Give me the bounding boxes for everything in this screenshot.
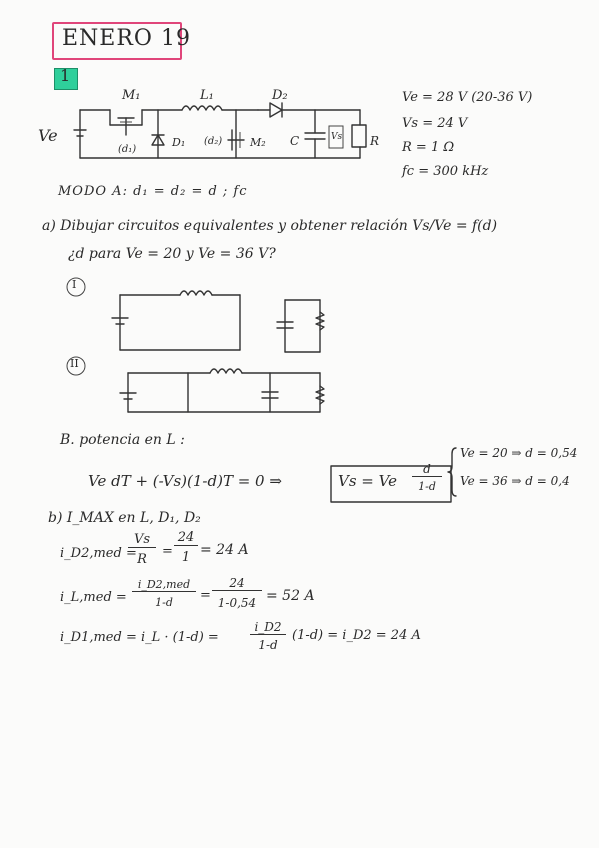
question-a-line1: a) Dibujar circuitos equivalentes y obtener relación Vs/Ve = f(d)	[42, 218, 498, 234]
balance-heading: B. potencia en L :	[60, 432, 185, 448]
case-ve-36: Ve = 36 ⇒ d = 0,4	[460, 474, 570, 488]
page-title: ENERO 19	[62, 26, 191, 51]
eq3-num: i_D2	[250, 620, 286, 635]
eq1-den1: R	[137, 552, 147, 567]
spec-ve: Ve = 28 V (20-36 V)	[402, 90, 533, 105]
eq2-lhs: i_L,med =	[60, 590, 127, 605]
eq3-den: 1-d	[258, 638, 278, 652]
eq1-lhs: i_D2,med =	[60, 546, 137, 561]
circuit-2-numeral: II	[70, 357, 79, 370]
result-denominator: 1-d	[418, 480, 436, 493]
eq2-den1: 1-d	[155, 596, 173, 609]
m1-label: M₁	[122, 88, 141, 103]
d2-label: D₂	[272, 88, 288, 103]
eq2-result: = 52 A	[266, 588, 315, 604]
case-ve-20: Ve = 20 ⇒ d = 0,54	[460, 446, 578, 460]
result-lhs: Vs = Ve	[338, 472, 397, 490]
eq2-num2: 24	[212, 576, 262, 591]
mode-label: MODO A: d₁ = d₂ = d ; fc	[58, 184, 248, 199]
question-b-heading: b) I_MAX en L, D₁, D₂	[48, 510, 201, 526]
vs-label: Vs	[331, 132, 343, 142]
eq1-den2: 1	[181, 550, 191, 565]
problem-number: 1	[60, 66, 71, 85]
eq2-equals: =	[200, 588, 211, 603]
eq1-result: = 24 A	[200, 542, 249, 558]
c-label: C	[290, 134, 300, 148]
question-a-line2: ¿d para Ve = 20 y Ve = 36 V?	[68, 246, 276, 262]
spec-fc: fc = 300 kHz	[402, 164, 489, 179]
eq2-den2: 1-0,54	[217, 596, 257, 610]
r-label: R	[370, 134, 380, 148]
spec-vs: Vs = 24 V	[402, 116, 468, 131]
d1-label: D₁	[172, 136, 186, 149]
eq1-num2: 24	[174, 530, 198, 546]
eq2-num1: i_D2,med	[132, 578, 196, 592]
equivalent-circuit-1	[112, 291, 324, 352]
l1-label: L₁	[200, 88, 214, 103]
eq1-num1: Vs	[128, 532, 156, 548]
ve-label: Ve	[38, 126, 58, 145]
eq1-equals: =	[162, 544, 173, 559]
spec-r: R = 1 Ω	[402, 140, 455, 155]
eq3-result: (1-d) = i_D2 = 24 A	[292, 628, 421, 643]
m2-label: M₂	[250, 136, 266, 149]
d1-paren-label: (d₁)	[118, 144, 137, 155]
equivalent-circuit-2	[120, 369, 324, 412]
result-numerator: d	[412, 462, 442, 477]
d2-paren-label: (d₂)	[204, 136, 223, 147]
circuit-1-numeral: I	[72, 278, 77, 291]
eq3-lhs: i_D1,med = i_L · (1-d) =	[60, 630, 219, 645]
balance-equation: Ve dT + (-Vs)(1-d)T = 0 ⇒	[88, 472, 282, 490]
